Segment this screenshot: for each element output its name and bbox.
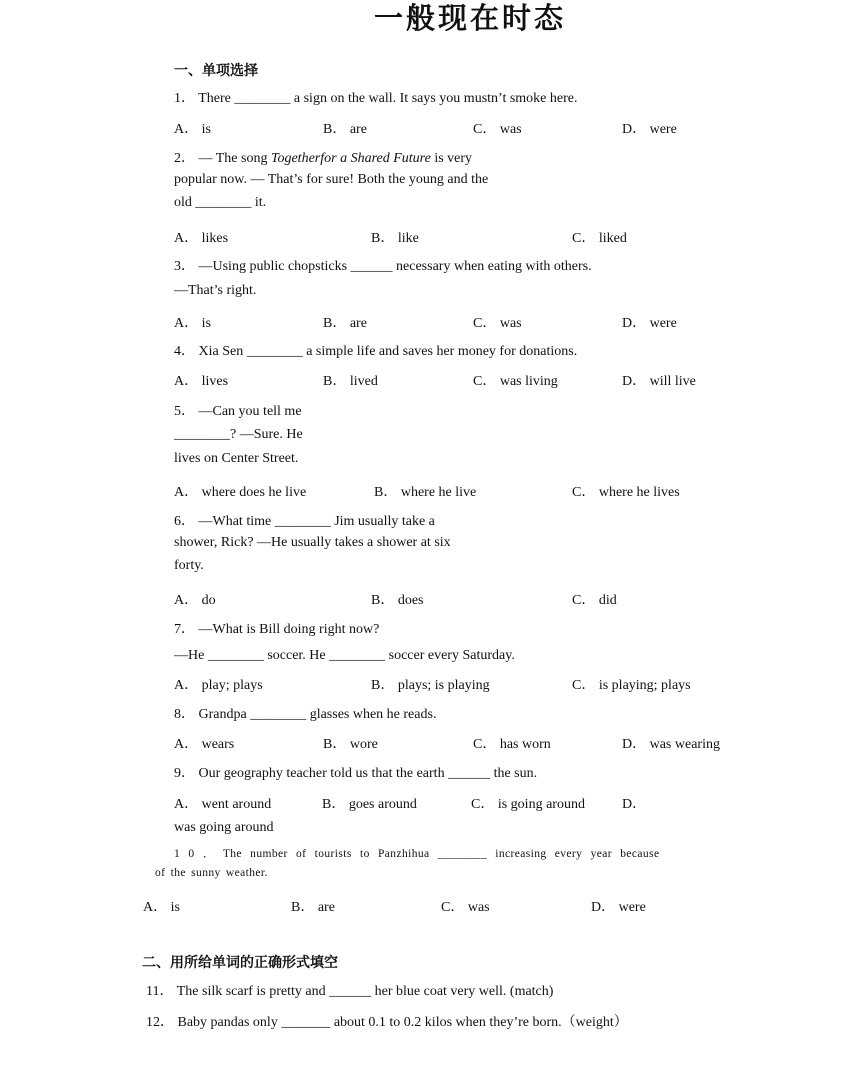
- question-10-option-c: C． was: [441, 900, 490, 915]
- question-3-option-d: D． were: [622, 316, 677, 331]
- question-3-line-1: 3． —Using public chopsticks ______ necessary when eating with others.: [174, 259, 592, 274]
- question-5-option-c: C． where he lives: [572, 485, 680, 500]
- question-10-option-b: B． are: [291, 900, 335, 915]
- question-2-text-start: 2． — The song: [174, 151, 271, 166]
- question-1-option-b: B． are: [323, 122, 367, 137]
- question-5-line-3: lives on Center Street.: [174, 451, 299, 466]
- question-9-text: 9． Our geography teacher told us that the earth ______ the sun.: [174, 766, 538, 781]
- question-2-text-end: is very: [430, 151, 473, 166]
- question-6-option-c: C． did: [572, 593, 617, 608]
- question-7-line-2: —He ________ soccer. He ________ soccer every Saturday.: [174, 648, 515, 663]
- question-7-line-1: 7． —What is Bill doing right now?: [174, 622, 380, 637]
- question-9-option-a: A． went around: [174, 797, 272, 812]
- song-title: Togetherfor a Shared Future: [270, 151, 431, 166]
- question-2-line-3: old ________ it.: [174, 195, 267, 210]
- question-4-option-a: A． lives: [174, 374, 229, 389]
- question-5-line-2: ________? —Sure. He: [174, 427, 303, 442]
- question-9-option-c: C． is going around: [471, 797, 585, 812]
- question-3-option-b: B． are: [323, 316, 367, 331]
- question-2-option-a: A． likes: [174, 231, 229, 246]
- question-1-option-d: D． were: [622, 122, 677, 137]
- question-8-option-a: A． wears: [174, 737, 235, 752]
- question-1-text: 1． There ________ a sign on the wall. It says you mustn’t smoke here.: [174, 91, 578, 106]
- question-4-option-d: D． will live: [622, 374, 696, 389]
- question-7-option-a: A． play; plays: [174, 678, 263, 693]
- question-3-line-2: —That’s right.: [174, 283, 257, 298]
- question-10-option-a: A． is: [143, 900, 180, 915]
- question-1-option-a: A． is: [174, 122, 211, 137]
- question-5-option-b: B． where he live: [374, 485, 477, 500]
- question-3-option-c: C． was: [473, 316, 522, 331]
- question-2-option-b: B． like: [371, 231, 419, 246]
- question-9-option-d-continued: was going around: [174, 820, 274, 835]
- question-6-line-1: 6． —What time ________ Jim usually take a: [174, 514, 435, 529]
- question-10-line-1: 1 0 ． The number of tourists to Panzhihua ________ increasing every year because: [174, 848, 660, 860]
- question-7-option-c: C． is playing; plays: [572, 678, 691, 693]
- page-title: 一般现在时态: [373, 1, 566, 35]
- question-6-option-b: B． does: [371, 593, 424, 608]
- question-2-option-c: C． liked: [572, 231, 627, 246]
- question-10-option-d: D． were: [591, 900, 646, 915]
- question-5-line-1: 5． —Can you tell me: [174, 404, 302, 419]
- question-7-option-b: B． plays; is playing: [371, 678, 490, 693]
- question-4-option-c: C． was living: [473, 374, 558, 389]
- question-11-text: 11． The silk scarf is pretty and ______ her blue coat very well. (match): [146, 984, 554, 999]
- question-8-option-d: D． was wearing: [622, 737, 720, 752]
- question-8-text: 8． Grandpa ________ glasses when he reads.: [174, 707, 437, 722]
- question-1-option-c: C． was: [473, 122, 522, 137]
- question-2-line-2: popular now. — That’s for sure! Both the young and the: [174, 172, 489, 187]
- question-3-option-a: A． is: [174, 316, 211, 331]
- question-9-option-d: D．: [622, 797, 647, 812]
- question-5-option-a: A． where does he live: [174, 485, 307, 500]
- question-4-text: 4． Xia Sen ________ a simple life and saves her money for donations.: [174, 344, 578, 359]
- question-8-option-b: B． wore: [323, 737, 378, 752]
- question-6-line-3: forty.: [174, 558, 204, 573]
- question-6-option-a: A． do: [174, 593, 216, 608]
- section-heading-single-choice: 一、单项选择: [174, 63, 258, 79]
- question-12-text: 12． Baby pandas only _______ about 0.1 to 0.2 kilos when they’re born.（weight）: [146, 1015, 628, 1030]
- question-4-option-b: B． lived: [323, 374, 378, 389]
- question-6-line-2: shower, Rick? —He usually takes a shower at six: [174, 535, 451, 550]
- question-2-line-1: [174, 147, 472, 167]
- question-10-line-2: of the sunny weather.: [155, 867, 268, 879]
- question-9-option-b: B． goes around: [322, 797, 417, 812]
- section-heading-fill-in: 二、用所给单词的正确形式填空: [142, 955, 338, 971]
- question-8-option-c: C． has worn: [473, 737, 551, 752]
